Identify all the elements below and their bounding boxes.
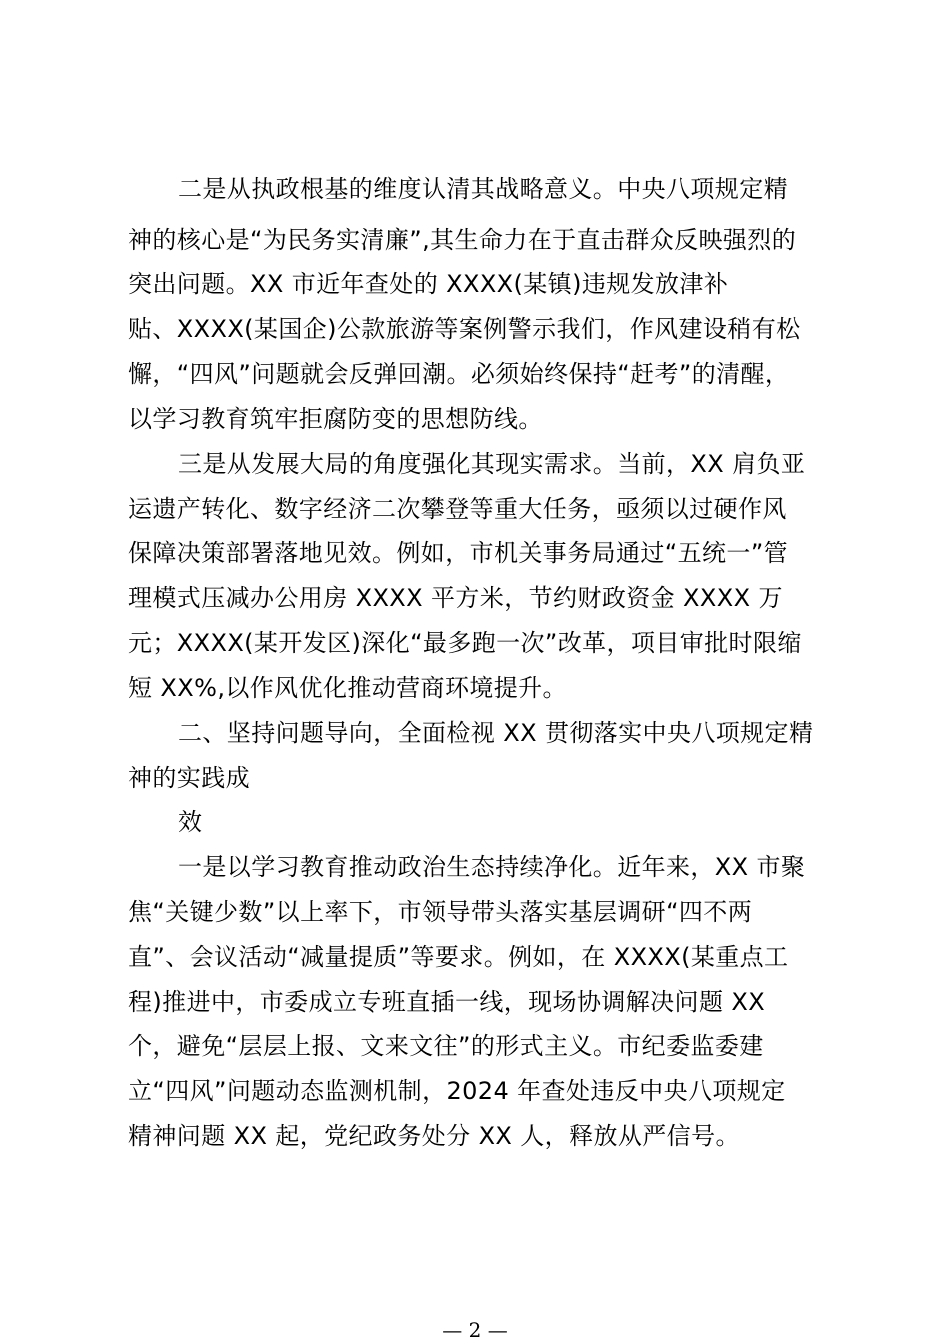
text-line: 贴、XXXX(某国企)公款旅游等案例警示我们，作风建设稍有松 xyxy=(128,315,801,343)
section-heading: 效 xyxy=(178,808,203,836)
text-line: 焦“关键少数”以上率下，市领导带头落实基层调研“四不两 xyxy=(128,898,753,926)
text-line: 精神问题 XX 起，党纪政务处分 XX 人，释放从严信号。 xyxy=(128,1122,740,1150)
page-number: — 2 — xyxy=(442,1318,508,1342)
text-line: 直”、会议活动“减量提质”等要求。例如，在 XXXX(某重点工 xyxy=(128,943,789,971)
section-heading: 二、坚持问题导向，全面检视 XX 贯彻落实中央八项规定精 xyxy=(178,719,814,747)
text-line: 二是从执政根基的维度认清其战略意义。中央八项规定精 xyxy=(178,175,788,203)
text-line: 元；XXXX(某开发区)深化“最多跑一次”改革，项目审批时限缩 xyxy=(128,629,802,657)
text-line: 理模式压减办公用房 XXXX 平方米，节约财政资金 XXXX 万 xyxy=(128,584,783,612)
text-line: 神的核心是“为民务实清廉”,其生命力在于直击群众反映强烈的 xyxy=(128,226,797,254)
text-line: 三是从发展大局的角度强化其现实需求。当前，XX 肩负亚 xyxy=(178,450,806,478)
text-line: 保障决策部署落地见效。例如，市机关事务局通过“五统一”管 xyxy=(128,539,789,567)
text-line: 程)推进中，市委成立专班直插一线，现场协调解决问题 XX xyxy=(128,988,766,1016)
section-heading: 神的实践成 xyxy=(128,764,250,792)
text-line: 突出问题。XX 市近年查处的 XXXX(某镇)违规发放津补 xyxy=(128,270,729,298)
text-line: 立“四风”问题动态监测机制，2024 年查处违反中央八项规定 xyxy=(128,1077,786,1105)
text-line: 个，避免“层层上报、文来文往”的形式主义。市纪委监委建 xyxy=(128,1032,764,1060)
text-line: 懈，“四风”问题就会反弹回潮。必须始终保持“赶考”的清醒， xyxy=(128,360,790,388)
text-line: 运遗产转化、数字经济二次攀登等重大任务，亟须以过硬作风 xyxy=(128,495,787,523)
text-line: 一是以学习教育推动政治生态持续净化。近年来，XX 市聚 xyxy=(178,853,806,881)
text-line: 短 XX%,以作风优化推动营商环境提升。 xyxy=(128,674,567,702)
text-line: 以学习教育筑牢拒腐防变的思想防线。 xyxy=(128,405,543,433)
